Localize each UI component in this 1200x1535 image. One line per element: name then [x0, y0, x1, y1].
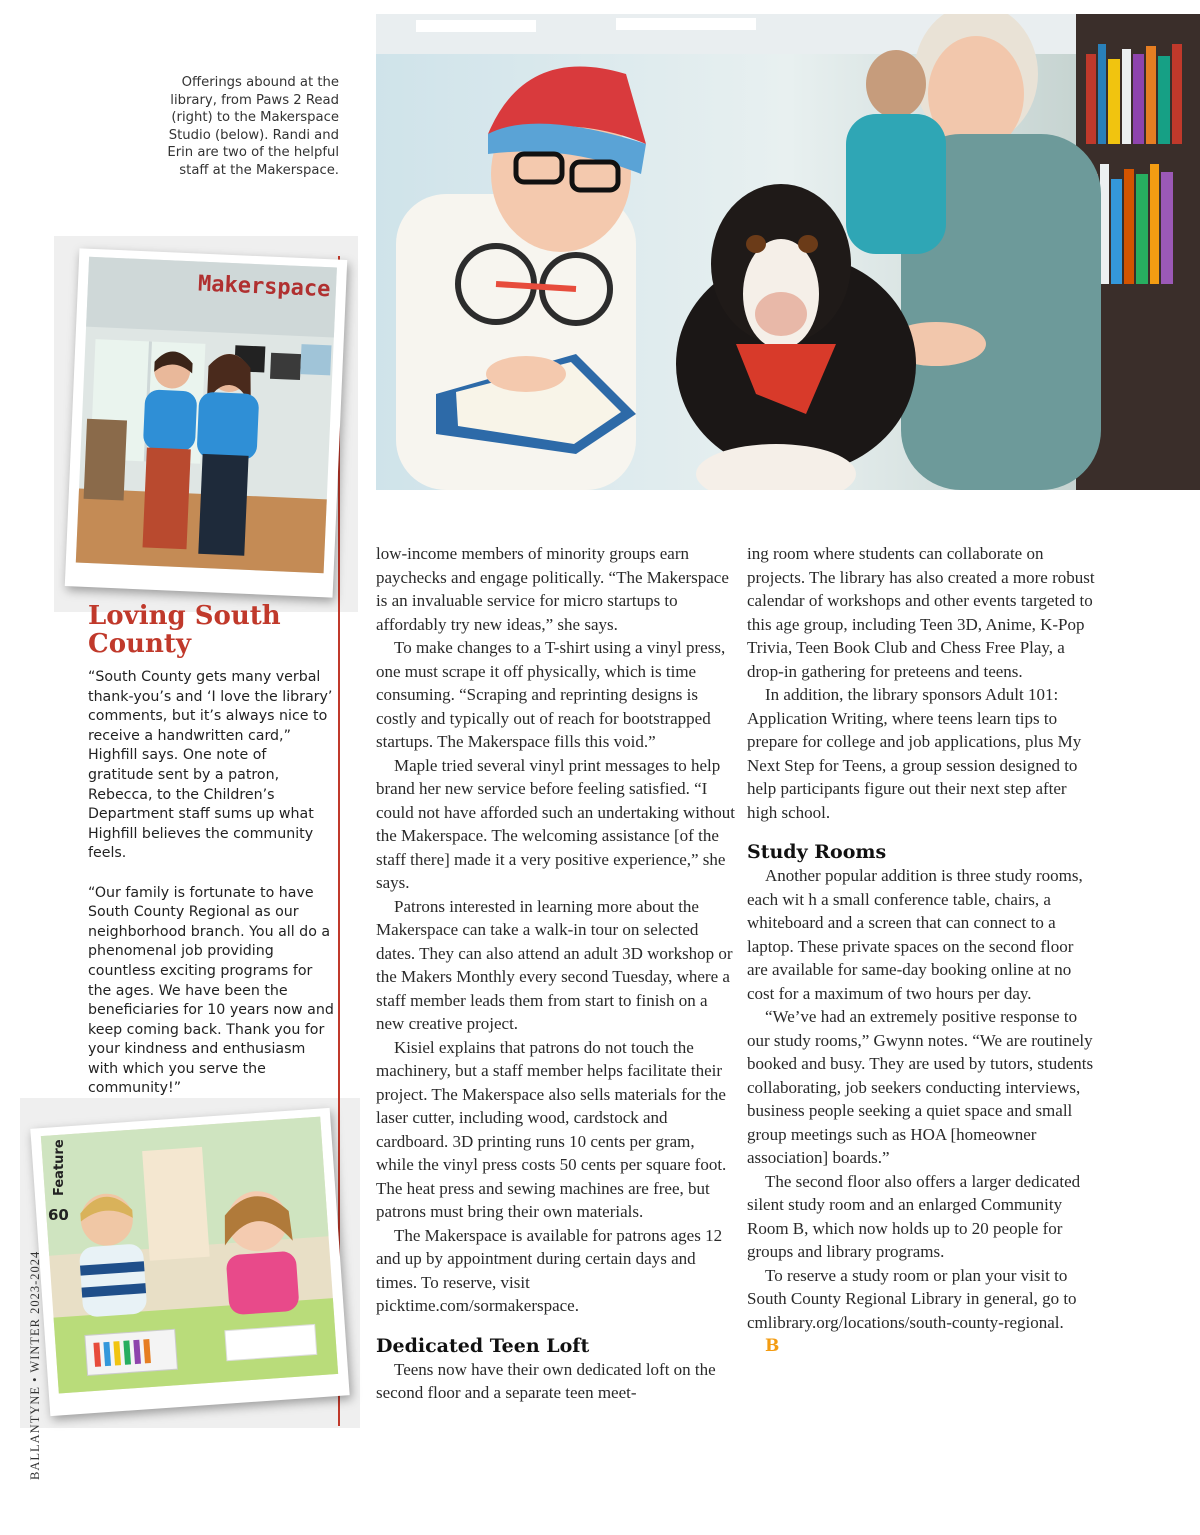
body-paragraph: “We’ve had an extremely positive response to our study rooms,” Gwynn notes. “We are routinely booked and busy. They are used by tutors, students collaborating, job seekers conducting interviews, business people seeking a quiet space and small group meetings such as HOA [homeowner association] boards.”	[747, 1007, 1094, 1167]
body-paragraph: Another popular addition is three study rooms, each wit h a small conference table, chairs, a whiteboard and a screen that can connect to a laptop. These private spaces on the second floor are available for same-day booking online at no cost for a maximum of two hours per day.	[747, 866, 1083, 1003]
body-paragraph: Patrons interested in learning more about the Makerspace can take a walk-in tour on selected dates. They can also attend an adult 3D workshop or the Makers Monthly every second Tuesday, where a staff member leads them from start to finish on a new creative project.	[376, 896, 733, 1033]
body-paragraph: ing room where students can collaborate on projects. The library has also created a more robust calendar of workshops and other events targeted to this age group, including Teen 3D, Anime, K-Pop Trivia, Teen Book Club and Chess Free Play, a drop-in gathering for preteens and teens.	[747, 544, 1095, 681]
hero-photo-paws-2-read	[376, 14, 1200, 490]
article-column-1	[376, 542, 736, 1405]
hero-photo-illustration	[376, 14, 1200, 490]
magazine-folio: BALLANTYNE • WINTER 2023-2024	[28, 1250, 42, 1480]
body-paragraph: To make changes to a T-shirt using a vinyl press, one must scrape it off physically, which is time consuming. “Scraping and reprinting designs is costly and typically out of reach for bootstrapped startups. The Makerspace fills this void.”	[376, 638, 726, 751]
kids-photo-illustration	[30, 1108, 349, 1416]
subheading-study-rooms: Study Rooms	[747, 841, 887, 863]
photo-caption: Offerings abound at the library, from Paws 2 Read (right) to the Makerspace Studio (below). Randi and Erin are two of the helpful staff at the Makerspace.	[167, 75, 339, 178]
body-paragraph	[747, 1264, 1097, 1359]
body-paragraph: The second floor also offers a larger dedicated silent study room and an enlarged Community Room B, which now holds up to 20 people for groups and library programs.	[747, 1171, 1081, 1261]
sidebar-body	[88, 668, 334, 1119]
sidebar-paragraph-1: “South County gets many verbal thank-you’s and ‘I love the library’ comments, but it’s always nice to receive a handwritten card,” Highfill says. One note of gratitude sent by a patron, Rebecca, to the Children’s Department staff sums up what Highfill believes the community feels.	[88, 669, 333, 862]
subheading-teen-loft: Dedicated Teen Loft	[376, 1334, 590, 1357]
sidebar-title: Loving South County	[88, 601, 281, 659]
sidebar-paragraph-2: “Our family is fortunate to have South County Regional as our neighborhood branch. You all do a phenomenal job providing countless exciting programs for the ages. We have been the beneficiaries for 10 years now and keep coming back. Thank you for your kindness and enthusiasm with which you serve the community!”	[88, 884, 334, 1097]
body-paragraph: Teens now have their own dedicated loft on the second floor and a separate teen meet-	[376, 1359, 716, 1402]
makerspace-sign: Makerspace	[197, 271, 331, 303]
body-paragraph: In addition, the library sponsors Adult 101: Application Writing, where teens learn tips to prepare for college and job applications, plus My Next Step for Teens, a group session designed to help participants figure out their next step after high school.	[747, 685, 1082, 822]
kids-coloring-photo	[30, 1108, 349, 1416]
makerspace-staff-photo	[65, 248, 347, 597]
article-column-2	[747, 542, 1097, 1359]
page-number: 60	[48, 1206, 69, 1224]
section-label: Feature	[52, 1139, 67, 1196]
body-paragraph: Kisiel explains that patrons do not touch the machinery, but a staff member helps facilitate their project. The Makerspace also sells materials for the laser cutter, including wood, cardstock and cardboard. 3D printing runs 10 cents per gram, while the vinyl press costs 50 cents per square foot. The heat press and sewing machines are free, but patrons must bring their own materials.	[376, 1037, 727, 1221]
body-paragraph: low-income members of minority groups earn paychecks and engage politically. “The Makerspace is an invaluable service for micro startups to affordably try new ideas,” she says.	[376, 544, 729, 634]
body-paragraph: Maple tried several vinyl print messages to help brand her new service before feeling satisfied. “I could not have afforded such an undertaking without the Makerspace. The welcoming assistance [of the staff there] made it a very positive experience,” she says.	[376, 755, 735, 892]
body-paragraph: The Makerspace is available for patrons ages 12 and up by appointment during certain days and times. To reserve, visit picktime.com/sormakerspace.	[376, 1225, 723, 1315]
end-mark-logo: B	[765, 1336, 780, 1356]
body-paragraph-text: To reserve a study room or plan your visit to South County Regional Library in general, go to cmlibrary.org/locations/south-county-regional.	[747, 1265, 1077, 1332]
